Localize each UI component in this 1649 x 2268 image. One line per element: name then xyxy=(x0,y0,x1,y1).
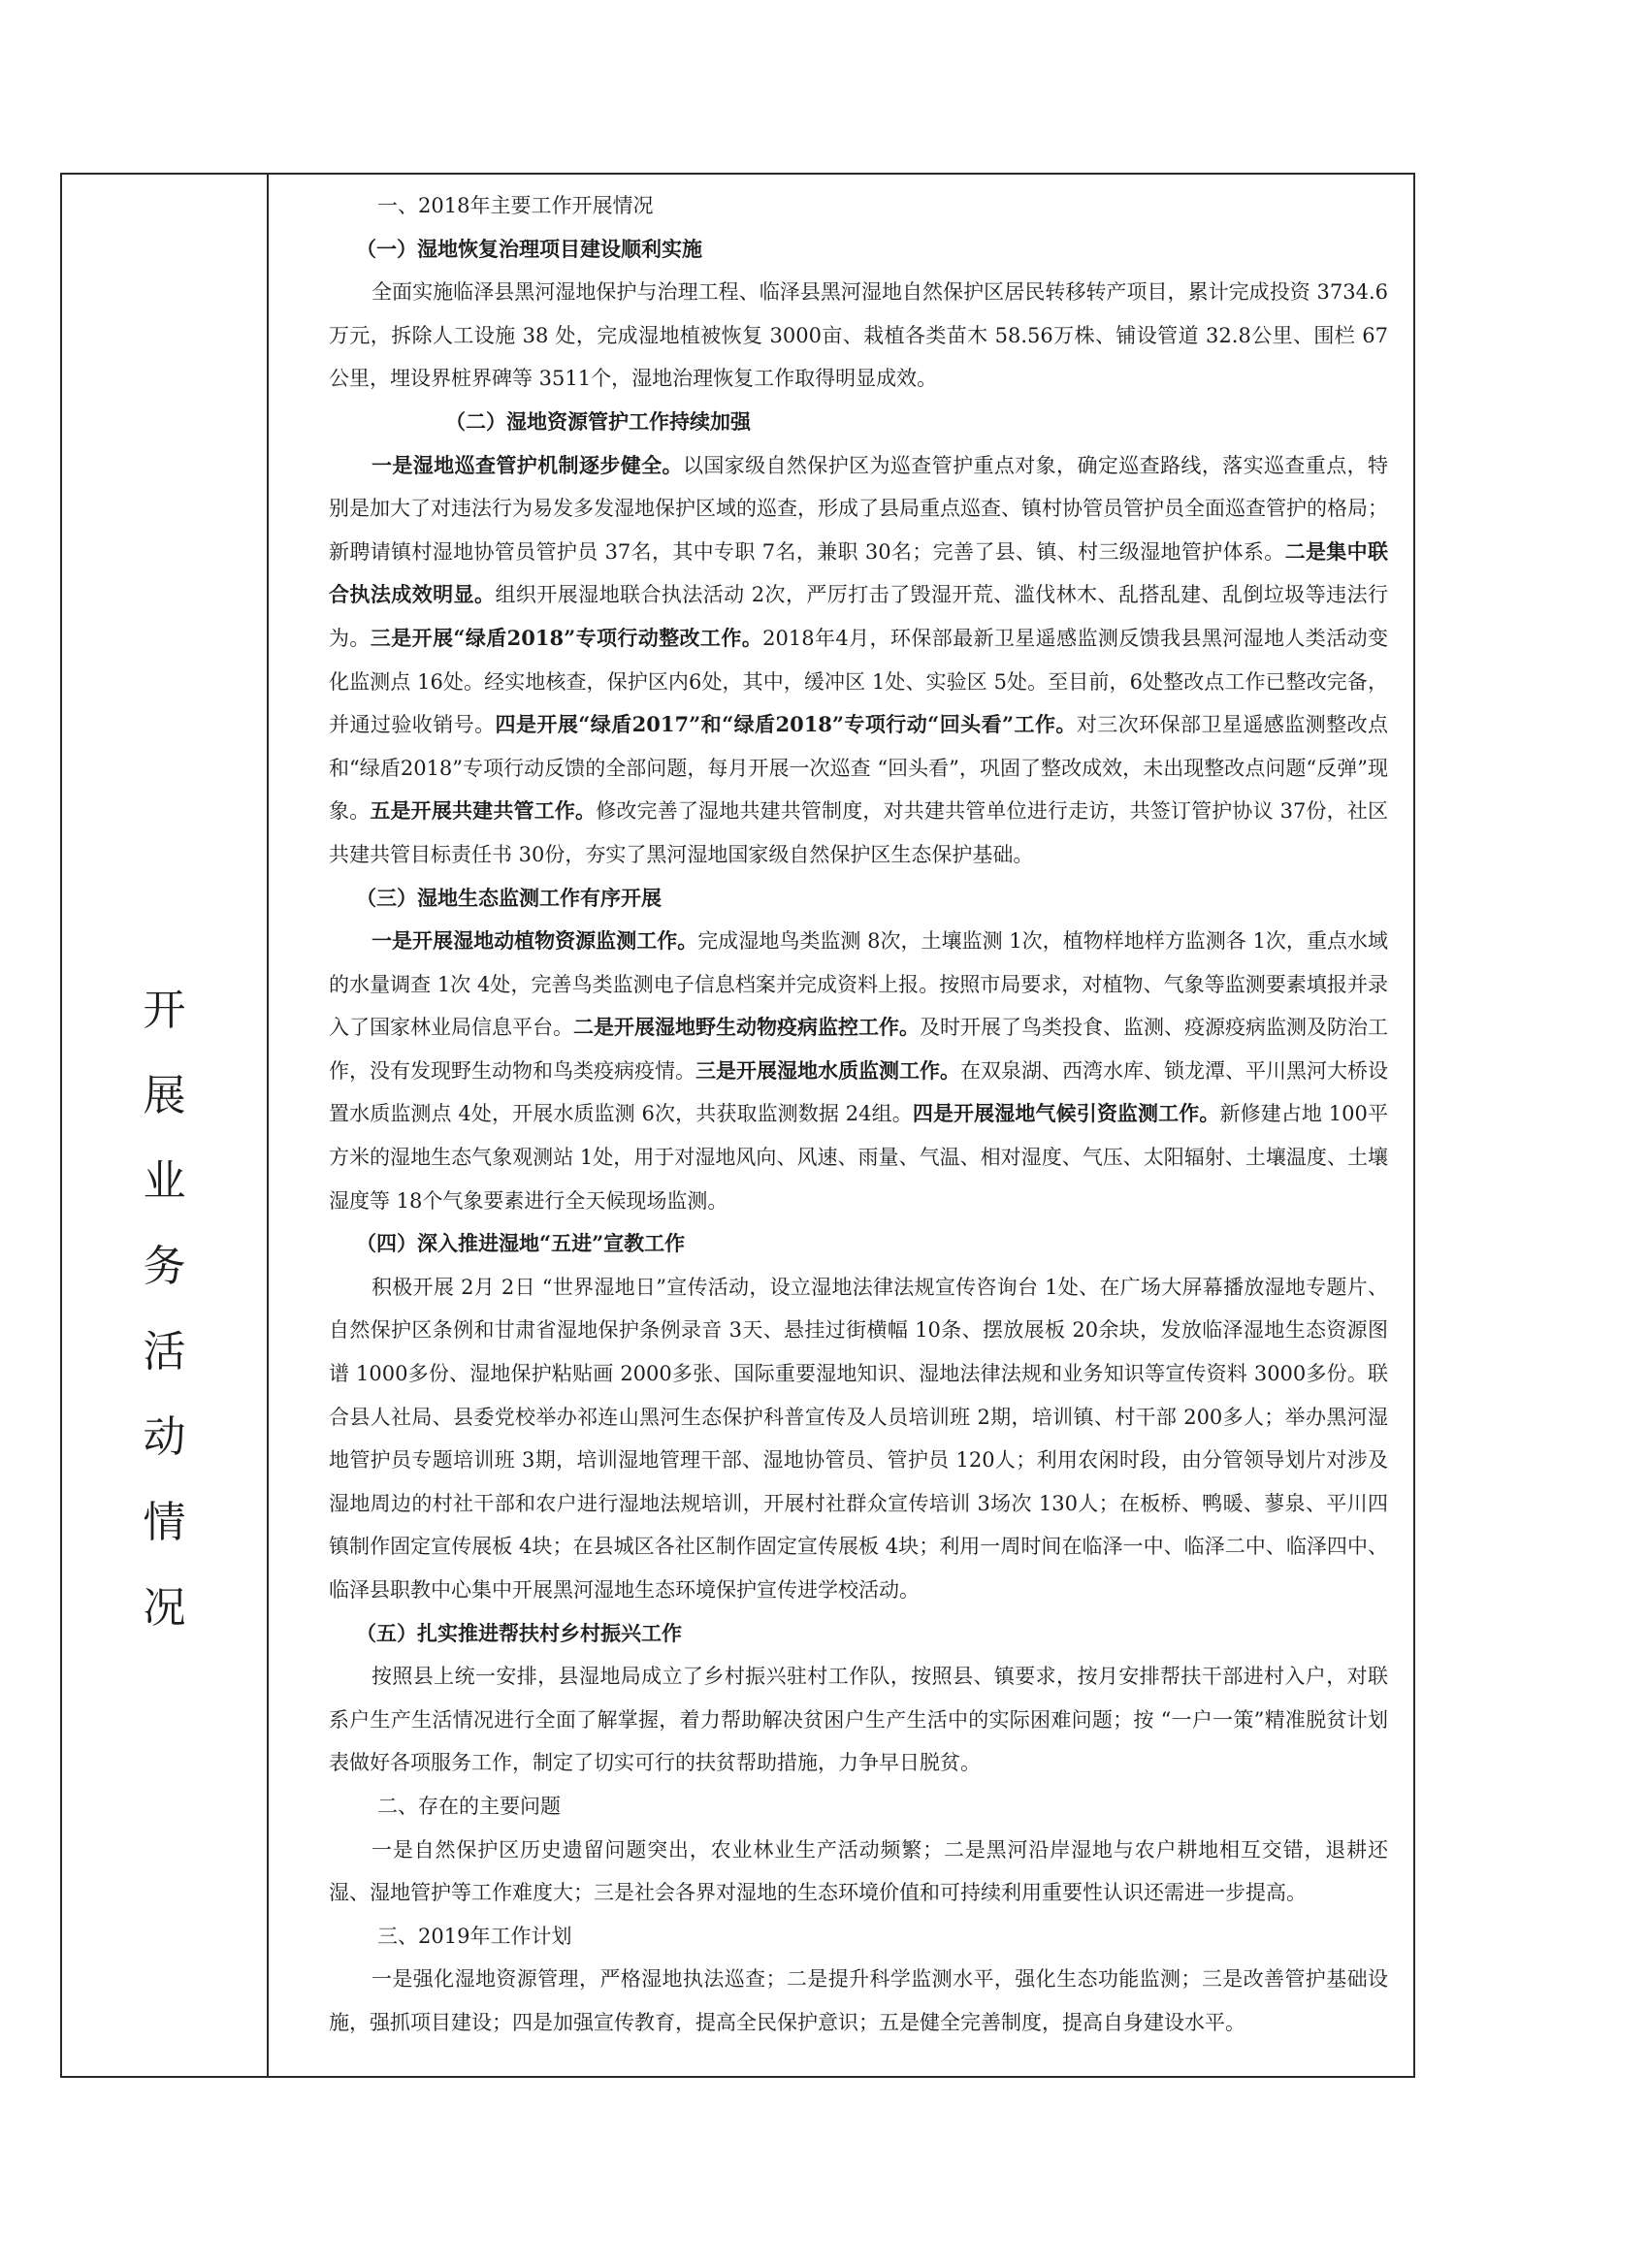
section-2-text: 一是自然保护区历史遗留问题突出，农业林业生产活动频繁；二是黑河沿岸湿地与农户耕地相互交错，退耕还湿、湿地管护等工作难度大；三是社会各界对湿地的生态环境价值和可持续利用重要性认识还需进一步提高。 xyxy=(329,1837,1388,1905)
row-label-char: 情 xyxy=(143,1498,186,1547)
bold-point: 四是开展“绿盾2017”和“绿盾2018”专项行动“回头看”工作。 xyxy=(495,712,1077,737)
bold-point: 五是开展共建共管工作。 xyxy=(370,798,597,824)
subsection-1-text: 全面实施临泽县黑河湿地保护与治理工程、临泽县黑河湿地自然保护区居民转移转产项目，累计完成投资 3734.6 万元，拆除人工设施 38 处，完成湿地植被恢复 3000亩、栽植各类苗木 58.56万株、铺设管道 32.8公里、围栏 67公里，埋设界桩界碑等 3511个，湿地治理恢复工作取得明显成效。 xyxy=(329,280,1388,391)
bold-point: 三是开展“绿盾2018”专项行动整改工作。 xyxy=(370,625,763,650)
row-label-char: 活 xyxy=(143,1327,186,1377)
subsection-5-heading: （五）扎实推进帮扶村乡村振兴工作 xyxy=(356,1620,682,1645)
point-text: 2018年4月，环保部最新卫星遥感监测反馈我县黑河湿地人类活动变化监测点 16处。经实地核查，保护区内6处，其中，缓冲区 1处、实验区 5处。至目前，6处整改点工作已整改完备，并通过验收销号。 xyxy=(329,626,1388,737)
row-label-char: 务 xyxy=(143,1242,186,1291)
row-label-char: 况 xyxy=(143,1583,186,1633)
bold-point: 一是湿地巡查管护机制逐步健全。 xyxy=(372,452,683,477)
subsection-2-text xyxy=(329,444,1388,877)
bold-point: 三是开展湿地水质监测工作。 xyxy=(695,1057,960,1083)
point-text: 在双泉湖、西湾水库、锁龙潭、平川黑河大桥设置水质监测点 4处，开展水质监测 6次，共获取监测数据 24组。 xyxy=(329,1058,1388,1126)
point-text: 组织开展湿地联合执法活动 2次，严厉打击了毁湿开荒、滥伐林木、乱搭乱建、乱倒垃圾等违法行为。 xyxy=(329,583,1388,650)
point-text: 新修建占地 100平方米的湿地生态气象观测站 1处，用于对湿地风向、风速、雨量、气温、相对湿度、气压、太阳辐射、土壤温度、土壤湿度等 18个气象要素进行全天候现场监测。 xyxy=(329,1102,1389,1213)
subsection-2-heading: （二）湿地资源管护工作持续加强 xyxy=(445,408,751,434)
subsection-4-text: 积极开展 2月 2日 “世界湿地日”宣传活动，设立湿地法律法规宣传咨询台 1处、在广场大屏幕播放湿地专题片、自然保护区条例和甘肃省湿地保护条例录音 3天、悬挂过街横幅 10条、摆放展板 20余块，发放临泽湿地生态资源图谱 1000多份、湿地保护粘贴画 2000多张、国际重要湿地知识、湿地法律法规和业务知识等宣传资料 3000多份。联合县人社局、县委党校举办祁连山黑河生态保护科普宣传及人员培训班 2期，培训镇、村干部 200多人；举办黑河湿地管护员专题培训班 3期，培训湿地管理干部、湿地协管员、管护员 120人；利用农闲时段，由分管领导划片对涉及湿地周边的村社干部和农户进行湿地法规培训，开展村社群众宣传培训 3场次 130人；在板桥、鸭暖、蓼泉、平川四镇制作固定宣传展板 4块；在县城区各社区制作固定宣传展板 4块；利用一周时间在临泽一中、临泽二中、临泽四中、临泽县职教中心集中开展黑河湿地生态环境保护宣传进学校活动。 xyxy=(329,1275,1388,1602)
row-label-cell xyxy=(62,175,269,2076)
bold-point: 四是开展湿地气候引资监测工作。 xyxy=(912,1101,1220,1126)
row-label xyxy=(62,968,267,1651)
subsection-3-heading: （三）湿地生态监测工作有序开展 xyxy=(356,885,662,910)
subsection-3-text xyxy=(329,920,1388,1222)
bold-point: 二是开展湿地野生动物疫病监控工作。 xyxy=(573,1015,920,1040)
section-1-heading: 一、2018年主要工作开展情况 xyxy=(377,194,654,217)
point-text: 以国家级自然保护区为巡查管护重点对象，确定巡查路线，落实巡查重点，特别是加大了对违法行为易发多发湿地保护区域的巡查，形成了县局重点巡查、镇村协管员管护员全面巡查管护的格局；新聘请镇村湿地协管员管护员 37名，其中专职 7名，兼职 30名；完善了县、镇、村三级湿地管护体系。 xyxy=(329,453,1388,564)
bold-point: 一是开展湿地动植物资源监测工作。 xyxy=(372,928,698,954)
report-content xyxy=(269,175,1413,2076)
point-text: 对三次环保部卫星遥感监测整改点和“绿盾2018”专项行动反馈的全部问题，每月开展一次巡查 “回头看”，巩固了整改成效，未出现整改点问题“反弹”现象。 xyxy=(329,713,1389,824)
subsection-5-text: 按照县上统一安排，县湿地局成立了乡村振兴驻村工作队，按照县、镇要求，按月安排帮扶干部进村入户，对联系户生产生活情况进行全面了解掌握，着力帮助解决贫困户生产生活中的实际困难问题；按 “一户一策”精准脱贫计划表做好各项服务工作，制定了切实可行的扶贫帮助措施，力争早日脱贫。 xyxy=(329,1665,1388,1775)
point-text: 及时开展了鸟类投食、监测、疫源疫病监测及防治工作，没有发现野生动物和鸟类疫病疫情。 xyxy=(329,1016,1388,1083)
activity-report-table xyxy=(60,173,1415,2078)
row-label-char: 开 xyxy=(143,986,186,1035)
row-label-char: 动 xyxy=(143,1412,186,1462)
bold-point: 二是集中联合执法成效明显。 xyxy=(329,538,1389,607)
subsection-4-heading: （四）深入推进湿地“五进”宣教工作 xyxy=(356,1231,686,1256)
section-3-heading: 三、2019年工作计划 xyxy=(377,1924,572,1948)
subsection-1-heading: （一）湿地恢复治理项目建设顺利实施 xyxy=(356,236,702,261)
section-2-heading: 二、存在的主要问题 xyxy=(377,1794,561,1818)
point-text: 修改完善了湿地共建共管制度，对共建共管单位进行走访，共签订管护协议 37份，社区共建共管目标责任书 30份，夯实了黑河湿地国家级自然保护区生态保护基础。 xyxy=(329,799,1388,866)
section-3-text: 一是强化湿地资源管理，严格湿地执法巡查；二是提升科学监测水平，强化生态功能监测；三是改善管护基础设施，强抓项目建设；四是加强宣传教育，提高全民保护意识；五是健全完善制度，提高自身建设水平。 xyxy=(329,1967,1388,2034)
point-text: 完成湿地鸟类监测 8次，土壤监测 1次，植物样地样方监测各 1次，重点水域的水量调查 1次 4处，完善鸟类监测电子信息档案并完成资料上报。按照市局要求，对植物、气象等监测要素填报并录入了国家林业局信息平台。 xyxy=(329,929,1389,1040)
row-label-char: 业 xyxy=(143,1156,186,1206)
row-label-char: 展 xyxy=(143,1071,186,1120)
